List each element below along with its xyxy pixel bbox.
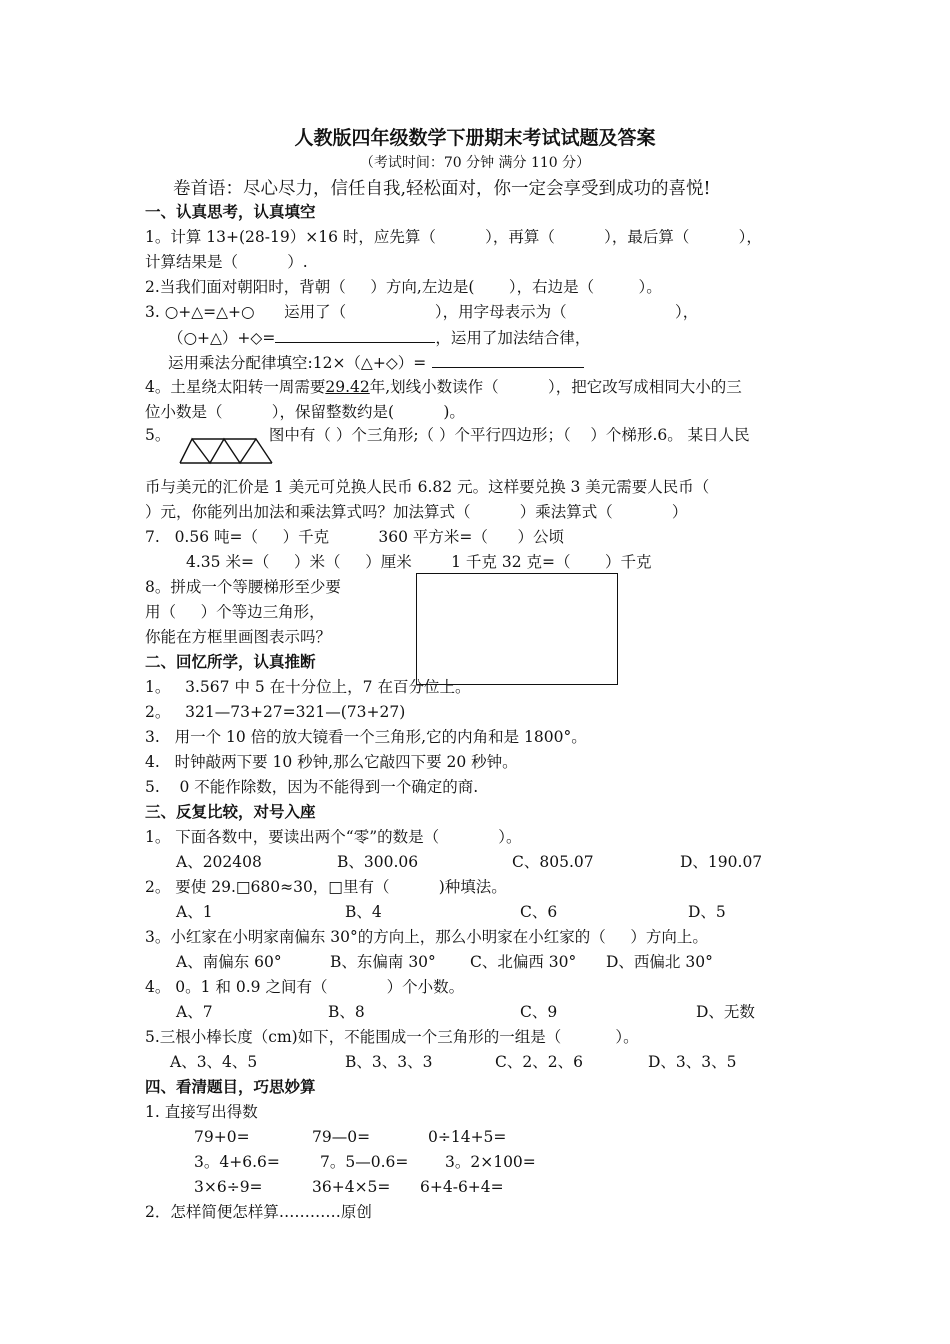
question-6-line-2: ）元，你能列出加法和乘法算式吗？加法算式（ ）乘法算式（ ） <box>145 503 688 521</box>
question-7-line-1: 7. 0.56 吨=（ ）千克 360 平方米=（ ）公顷 <box>145 528 564 546</box>
question-4-line-1 <box>145 377 742 397</box>
calc-question-1: 1. 直接写出得数 <box>145 1103 258 1121</box>
calc-question-2: 2．怎样简便怎样算…………原创 <box>145 1203 372 1221</box>
page-title: 人教版四年级数学下册期末考试试题及答案 <box>294 127 656 149</box>
judge-item: 3. 用一个 10 倍的放大镜看一个三角形,它的内角和是 1800°。 <box>145 728 587 746</box>
judge-item: 5. 0 不能作除数，因为不能得到一个确定的商. <box>145 778 479 796</box>
section-heading-2: 二、回忆所学，认真推断 <box>145 653 316 671</box>
choice-question-3: 3。小红家在小明家南偏东 30°的方向上，那么小明家在小红家的（ ）方向上。 <box>145 928 708 946</box>
option-b[interactable]: B、300.06 <box>337 853 419 871</box>
question-8-line-3: 你能在方框里画图表示吗？ <box>145 628 332 646</box>
option-a[interactable]: A、202408 <box>176 853 262 871</box>
q3-note: ，运用了加法结合律， <box>435 329 591 347</box>
calc-item: 3。2×100= <box>445 1153 536 1171</box>
judge-item: 4. 时钟敲两下要 10 秒钟,那么它敲四下要 20 秒钟。 <box>145 753 518 771</box>
question-5: 5。 图中有（ ）个三角形;（ ）个平行四边形；（ ）个梯形.6。 某日人民 <box>145 426 750 444</box>
option-c[interactable]: C、2、2、6 <box>495 1053 583 1071</box>
question-7-line-2: 4.35 米=（ ）米（ ）厘米 1 千克 32 克=（ ）千克 <box>186 553 652 571</box>
drawing-box[interactable] <box>416 573 618 685</box>
answer-blank[interactable] <box>432 352 584 368</box>
calc-item: 0÷14+5= <box>428 1128 507 1146</box>
question-1-line-1: 1。计算 13+(28-19）×16 时，应先算（ ），再算（ ），最后算（ ）， <box>145 228 762 246</box>
calc-item: 79+0= <box>194 1128 250 1146</box>
option-b[interactable]: B、东偏南 30° <box>330 953 436 971</box>
choice-question-4: 4。 0。1 和 0.9 之间有（ ）个小数。 <box>145 978 465 996</box>
option-c[interactable]: C、北偏西 30° <box>470 953 577 971</box>
question-8-line-2: 用（ ）个等边三角形， <box>145 603 325 621</box>
question-4-line-2: 位小数是（ ），保留整数约是( )。 <box>145 403 465 421</box>
question-3-line-3 <box>168 352 584 373</box>
section-heading-4: 四、看清题目，巧思妙算 <box>145 1078 316 1096</box>
choice-question-1: 1。 下面各数中，要读出两个“零”的数是（ ）。 <box>145 828 522 846</box>
exam-info: （考试时间：70 分钟 满分 110 分） <box>359 155 591 171</box>
q3-expression: （○+△）+◇= <box>168 329 276 347</box>
judge-item: 2。 321—73+27=321—(73+27) <box>145 703 406 721</box>
question-2: 2.当我们面对朝阳时，背朝（ ）方向,左边是( ），右边是（ ）。 <box>145 278 662 296</box>
calc-item: 7。5—0.6= <box>320 1153 409 1171</box>
calc-item: 36+4×5= <box>312 1178 391 1196</box>
q4-text: 4。土星绕太阳转一周需要 <box>145 378 326 396</box>
triangle-figure <box>178 437 274 465</box>
option-b[interactable]: B、8 <box>328 1003 365 1021</box>
option-a[interactable]: A、1 <box>176 903 213 921</box>
option-a[interactable]: A、3、4、5 <box>170 1053 258 1071</box>
calc-item: 3。4+6.6= <box>194 1153 280 1171</box>
choice-question-5: 5.三根小棒长度（cm)如下，不能围成一个三角形的一组是（ ）。 <box>145 1028 639 1046</box>
option-c[interactable]: C、6 <box>520 903 558 921</box>
question-3-line-2 <box>168 327 590 348</box>
underlined-decimal: 29.42 <box>325 378 370 396</box>
choice-question-2: 2。 要使 29.□680≈30，□里有（ )种填法。 <box>145 878 507 896</box>
calc-item: 6+4-6+4= <box>420 1178 504 1196</box>
answer-blank[interactable] <box>275 327 435 343</box>
question-6-line-1: 币与美元的汇价是 1 美元可兑换人民币 6.82 元。这样要兑换 3 美元需要人民币（ <box>145 478 710 496</box>
q3-distributive: 运用乘法分配律填空:12×（△+◇）= <box>168 354 427 372</box>
question-8-line-1: 8。拼成一个等腰梯形至少要 <box>145 578 341 596</box>
question-3-line-1: 3. ○+△=△+○ 运用了（ ），用字母表示为（ ）， <box>145 303 699 321</box>
option-b[interactable]: B、4 <box>345 903 382 921</box>
question-1-line-2: 计算结果是（ ）. <box>145 253 308 271</box>
calc-item: 3×6÷9= <box>194 1178 263 1196</box>
motto: 卷首语：尽心尽力，信任自我,轻松面对，你一定会享受到成功的喜悦! <box>173 179 711 199</box>
option-d[interactable]: D、无数 <box>696 1003 755 1021</box>
option-d[interactable]: D、5 <box>688 903 726 921</box>
section-heading-3: 三、反复比较，对号入座 <box>145 803 316 821</box>
calc-item: 79—0= <box>312 1128 371 1146</box>
option-d[interactable]: D、190.07 <box>680 853 763 871</box>
option-d[interactable]: D、3、3、5 <box>648 1053 737 1071</box>
judge-item: 1。 3.567 中 5 在十分位上，7 在百分位上。 <box>145 678 471 696</box>
option-d[interactable]: D、西偏北 30° <box>606 953 713 971</box>
q4-text-cont: 年,划线小数读作（ ），把它改写成相同大小的三 <box>369 378 742 396</box>
option-a[interactable]: A、南偏东 60° <box>176 953 282 971</box>
option-c[interactable]: C、805.07 <box>512 853 594 871</box>
option-c[interactable]: C、9 <box>520 1003 558 1021</box>
option-b[interactable]: B、3、3、3 <box>345 1053 433 1071</box>
section-heading-1: 一、认真思考，认真填空 <box>145 203 316 221</box>
option-a[interactable]: A、7 <box>176 1003 213 1021</box>
